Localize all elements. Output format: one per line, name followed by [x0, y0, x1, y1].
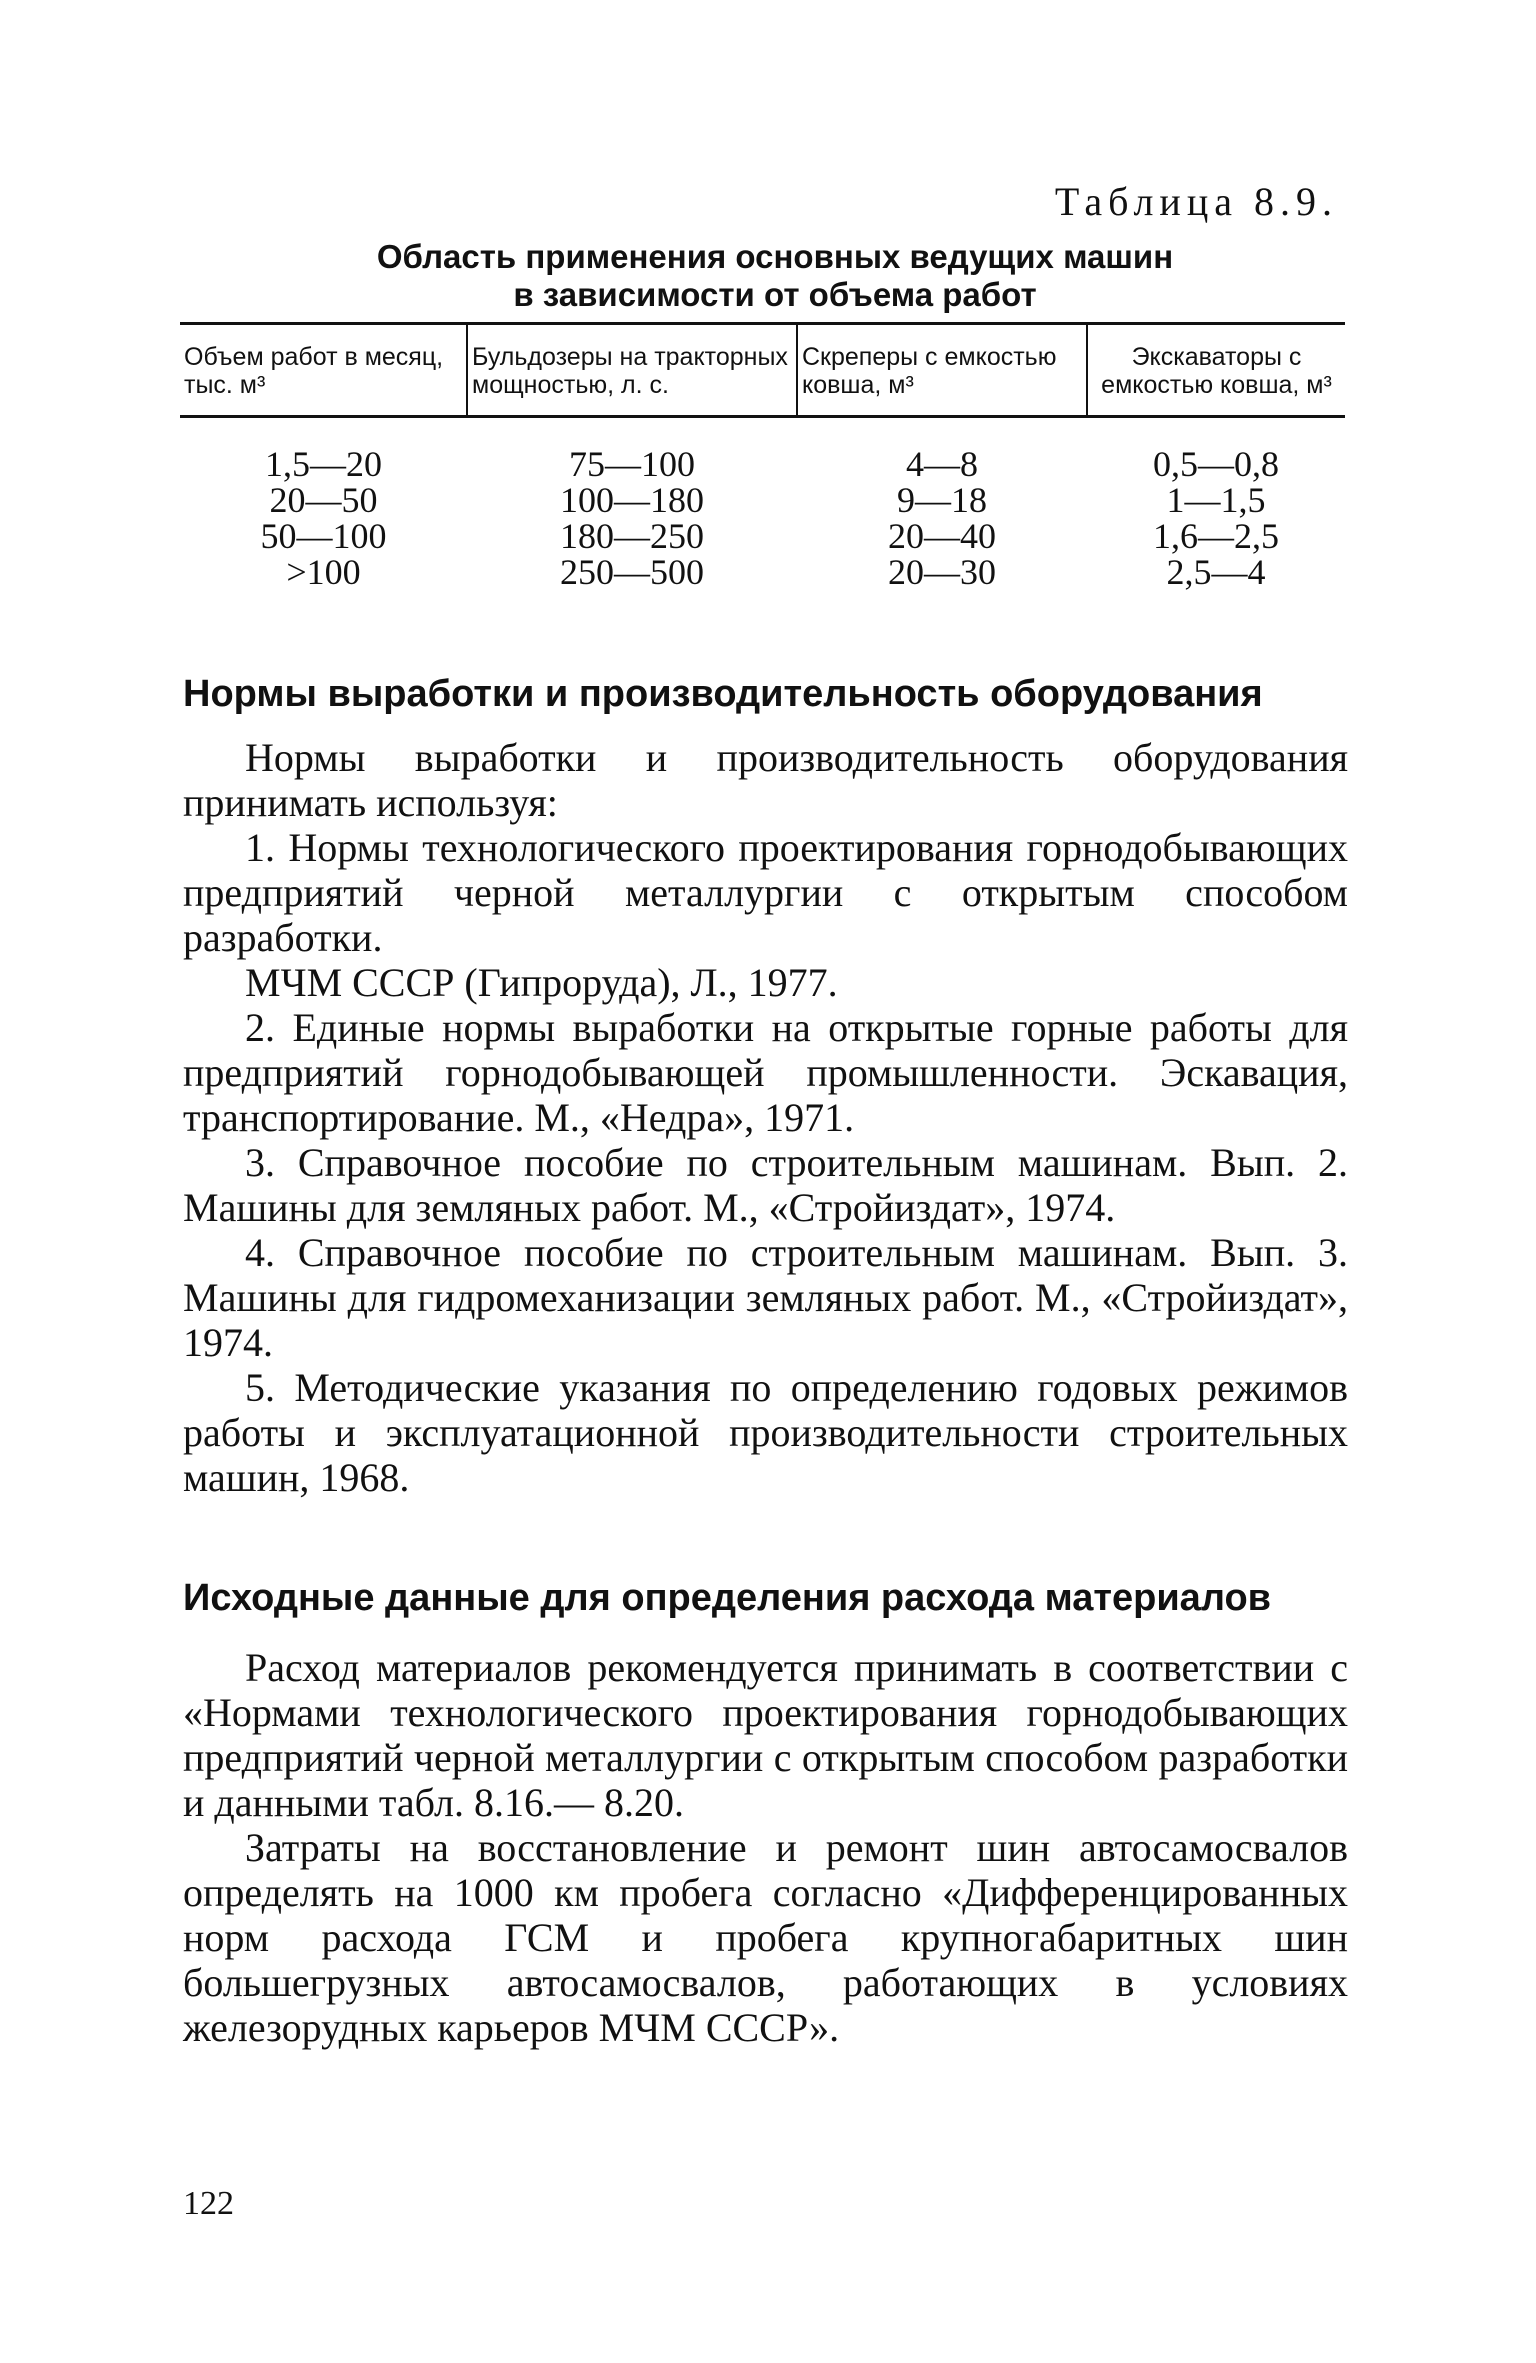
section-heading-materials: Исходные данные для определения расхода материалов [183, 1577, 1272, 1619]
page-number: 122 [183, 2185, 234, 2222]
table-row [180, 417, 1345, 483]
section-heading-norms: Нормы выработки и производительность оборудования [183, 673, 1263, 715]
paragraph: Расход материалов рекомендуется принимать в соответствии с «Нормами технологического проектирования горнодобывающих предприятий черной металлургии с открытым способом разработки и данными табл. 8.16.— 8.20. [183, 1645, 1348, 1825]
paragraph: МЧМ СССР (Гипроруда), Л., 1977. [245, 960, 838, 1005]
table-cell: 1—1,5 [1166, 480, 1266, 520]
table-cell: 50—100 [260, 516, 387, 556]
table-cell: 2,5—4 [1166, 552, 1266, 592]
table-cell: 20—40 [888, 516, 996, 556]
table-row [180, 482, 1345, 518]
table-cell: 1,5—20 [265, 444, 382, 484]
table-cell: 100—180 [560, 480, 704, 520]
table-row [180, 518, 1345, 554]
table-cell: 1,6—2,5 [1153, 516, 1279, 556]
table-cell: 75—100 [569, 444, 695, 484]
section-materials-body [183, 1645, 1348, 2050]
column-header-scrapers: Скреперы с емкостью ковша, м³ [797, 324, 1087, 417]
table-caption-line: в зависимости от объема работ [513, 276, 1037, 313]
column-header-volume: Объем работ в месяц, тыс. м³ [180, 324, 467, 417]
table-caption [340, 238, 1210, 314]
table-cell: 0,5—0,8 [1153, 444, 1279, 484]
table-cell: 20—50 [269, 480, 378, 520]
list-item: 1. Нормы технологического проектирования горнодобывающих предприятий черной металлургии с открытым способом разработки. [183, 825, 1348, 960]
table-cell: 180—250 [560, 516, 704, 556]
table-cell: 250—500 [560, 552, 704, 592]
section-norms-body [183, 735, 1348, 1500]
paragraph: Нормы выработки и производительность оборудования принимать используя: [183, 735, 1348, 825]
paragraph: Затраты на восстановление и ремонт шин автосамосвалов определять на 1000 км пробега согласно «Дифференцированных норм расхода ГСМ и пробега крупногабаритных шин большегрузных автосамосвалов, работающих в условиях железорудных карьеров МЧМ СССР». [183, 1825, 1348, 2050]
list-item: 3. Справочное пособие по строительным машинам. Вып. 2. Машины для земляных работ. М., «Стройиздат», 1974. [183, 1140, 1348, 1230]
list-item: 4. Справочное пособие по строительным машинам. Вып. 3. Машины для гидромеханизации земляных работ. М., «Стройиздат», 1974. [183, 1230, 1348, 1365]
table-caption-line: Область применения основных ведущих машин [376, 238, 1174, 275]
list-item: 2. Единые нормы выработки на открытые горные работы для предприятий горнодобывающей промышленности. Эскавация, транспортирование. М., «Недра», 1971. [183, 1005, 1348, 1140]
table-row [180, 554, 1345, 590]
machines-table [180, 322, 1345, 590]
table-number-label: Таблица 8.9. [1054, 179, 1338, 224]
column-header-bulldozers: Бульдозеры на тракторных мощностью, л. с. [467, 324, 797, 417]
table-header-row [180, 324, 1345, 417]
table-cell: >100 [286, 552, 361, 592]
table-cell: 4—8 [906, 444, 978, 484]
table-cell: 9—18 [897, 480, 987, 520]
list-item: 5. Методические указания по определению годовых режимов работы и эксплуатационной производительности строительных машин, 1968. [183, 1365, 1348, 1500]
column-header-excavators: Экскаваторы с емкостью ковша, м³ [1087, 324, 1345, 417]
table-cell: 20—30 [888, 552, 996, 592]
